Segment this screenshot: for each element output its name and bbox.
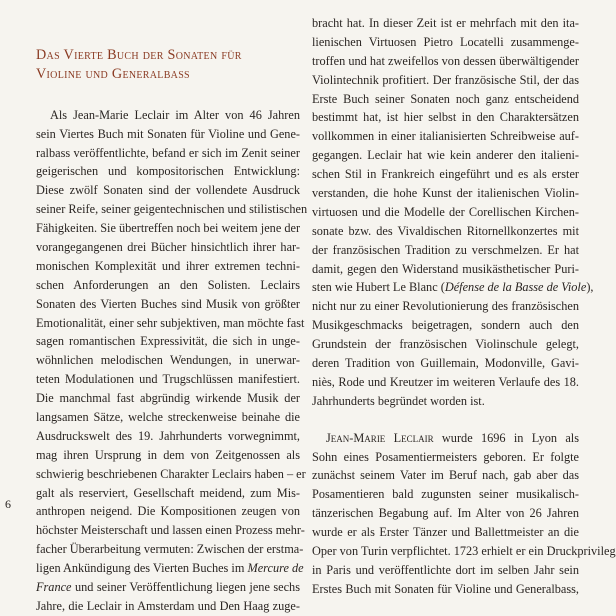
- body-line: ralbass veröffentlichte, befand er sich im Zenit seiner: [36, 145, 300, 160]
- body-line: schwierig beschriebenen Charakter Leclairs haben – er: [36, 466, 306, 481]
- body-line: zunächst seinem Vater im Beruf nach, gab aber das: [312, 468, 579, 483]
- body-line: Sonaten des Vierten Buches sind Musik von größter: [36, 296, 300, 311]
- body-line: deren Tradition von Guillemain, Modonville, Gavi-: [312, 356, 579, 371]
- body-line: wöhnlichen melodischen Wendungen, in unerwar-: [36, 353, 300, 368]
- italic-title: Mercure de: [247, 561, 304, 576]
- heading-line-2: Violine und Generalbass: [36, 65, 190, 82]
- body-line: Ausdruckswelt des 19. Jahrhunderts vorwegnimmt,: [36, 428, 300, 443]
- body-line: Diese zwölf Sonaten sind der vollendete Ausdruck: [36, 183, 300, 198]
- text-run: ),: [586, 280, 594, 295]
- body-line: teten Modulationen und Trugschlüssen manifestiert.: [36, 372, 300, 387]
- body-line: vorangegangenen drei Bücher hinsichtlich ihrer har-: [36, 240, 300, 255]
- body-line: [36, 578, 300, 597]
- left-body-text: [36, 106, 308, 559]
- text-run: ligen Ankündigung des Vierten Buches im: [36, 561, 248, 576]
- body-line: geigerischen und kompositorischen Entwicklung:: [36, 164, 300, 179]
- body-line: mag ihren Ursprung in dem von Zeitgenossen als: [36, 447, 300, 462]
- body-line: langsamen Sätze, welche streckenweise beinahe die: [36, 410, 300, 425]
- body-line: verstanden, die hohe Kunst der italienischen Violin-: [312, 186, 579, 201]
- section-heading: [36, 46, 300, 84]
- italic-title: France: [36, 580, 72, 595]
- body-line: Musikgeschmacks beigetragen, sondern auch den: [312, 318, 579, 333]
- left-column: [36, 14, 308, 616]
- body-line: Grundstein der französischen Violinschule gelegt,: [312, 337, 579, 352]
- body-line: Violintechnik profitiert. Der französische Stil, der das: [312, 72, 579, 87]
- body-line: der französischen Tradition zu verschmelzen. Er hat: [312, 242, 579, 257]
- body-line: schen Anforderungen an den Solisten. Leclairs: [36, 277, 300, 292]
- right-body-text-c: [312, 448, 616, 599]
- body-line: troffen und hat zweifellos von dessen überwältigender: [312, 53, 579, 68]
- body-line: schen Stil in Frankreich eingeführt und es als erster: [312, 167, 579, 182]
- body-line: Oper von Turin verpflichtet. 1723 erhielt er ein Druckprivileg: [312, 544, 616, 559]
- heading-line-1: Das Vierte Buch der Sonaten für: [36, 47, 242, 63]
- body-line: sonate bzw. des Vivaldischen Ritornellkonzertes mit: [312, 223, 579, 238]
- body-line: Erstes Buch mit Sonaten für Violine und Generalbass,: [312, 581, 579, 596]
- body-line: sein Viertes Buch mit Sonaten für Violine und Gene-: [36, 126, 300, 141]
- composer-name: Jean-Marie Leclair: [326, 430, 434, 445]
- body-line: anthropen neigend. Die Kompositionen zeugen von: [36, 504, 300, 519]
- page-number: 6: [5, 497, 11, 511]
- body-line: Emotionalität, einer sehr subjektiven, man möchte fast: [36, 315, 305, 330]
- body-line: vollkommen in einer italianisierten Schreibweise auf-: [312, 129, 579, 144]
- body-line: Sohn eines Posamentiermeisters geboren. Er folgte: [312, 449, 579, 464]
- text-run: sten wie Hubert Le Blanc (: [312, 280, 445, 295]
- body-line: gegangen. Leclair hat wie kein anderer den italieni-: [312, 148, 579, 163]
- body-line: facher Überarbeitung vermuten: Zwischen der erstma-: [36, 542, 304, 557]
- body-line: galt als reserviert, Gesellschaft meidend, zum Mis-: [36, 485, 300, 500]
- text-run: und seiner Veröffentlichung liegen jene sechs: [71, 580, 300, 595]
- body-line: Die manchmal fast abgründig wirkende Musik der: [36, 391, 300, 406]
- right-body-text-a: [312, 14, 579, 278]
- bio-first-line: [312, 429, 579, 448]
- right-column: [312, 14, 616, 599]
- body-line: [312, 278, 594, 297]
- body-line: höchster Meisterschaft und lassen einen Prozess mehr-: [36, 523, 305, 538]
- body-line: damit, gegen den Widerstand musikästhetischer Puri-: [312, 261, 579, 276]
- body-line: Fähigkeiten. Sie übertreffen noch bei weitem jene der: [36, 221, 301, 236]
- italic-title: Défense de la Basse de Viole: [444, 280, 587, 295]
- body-line: monischen Komplexität und ihrer extremen techni-: [36, 258, 300, 273]
- body-line: bestimmt hat, ist hier selbst in den Charaktersätzen: [312, 110, 579, 125]
- body-line: bracht hat. In dieser Zeit ist er mehrfach mit den ita-: [312, 16, 579, 30]
- body-line: wurde er als Erster Tänzer und Ballettmeister an die: [312, 525, 579, 540]
- body-line: seiner Reife, seiner geigentechnischen und stilistischen: [36, 202, 308, 217]
- body-line: [36, 559, 304, 578]
- body-line: Erste Buch seiner Sonaten noch ganz entscheidend: [312, 91, 579, 106]
- body-line: nicht nur zu einer Revolutionierung des französischen: [312, 299, 579, 314]
- body-line: niès, Rode und Kreutzer im weiteren Verlaufe des 18.: [312, 374, 579, 389]
- body-line: lienischen Virtuosen Pietro Locatelli zusammenge-: [312, 34, 579, 49]
- body-line: Jahrhunderts begründet worden ist.: [312, 393, 485, 408]
- body-line: sagen romantischen Expressivität, die sich in unge-: [36, 334, 300, 349]
- body-line: Posamentieren bald zugunsten seiner musikalisch-: [312, 487, 579, 502]
- body-line: tänzerischen Begabung auf. Im Alter von 26 Jahren: [312, 506, 579, 521]
- paragraph-gap: [312, 411, 579, 429]
- text-run: wurde 1696 in Lyon als: [433, 430, 579, 445]
- body-line: Als Jean-Marie Leclair im Alter von 46 Jahren: [50, 107, 300, 122]
- body-line: virtuosen und die Modelle der Corellischen Kirchen-: [312, 204, 579, 219]
- body-line: in Paris und veröffentlichte dort im selben Jahr sein: [312, 562, 579, 577]
- right-body-text-b: [312, 297, 579, 410]
- body-line: Jahre, die Leclair in Amsterdam und Den Haag zuge-: [36, 598, 300, 613]
